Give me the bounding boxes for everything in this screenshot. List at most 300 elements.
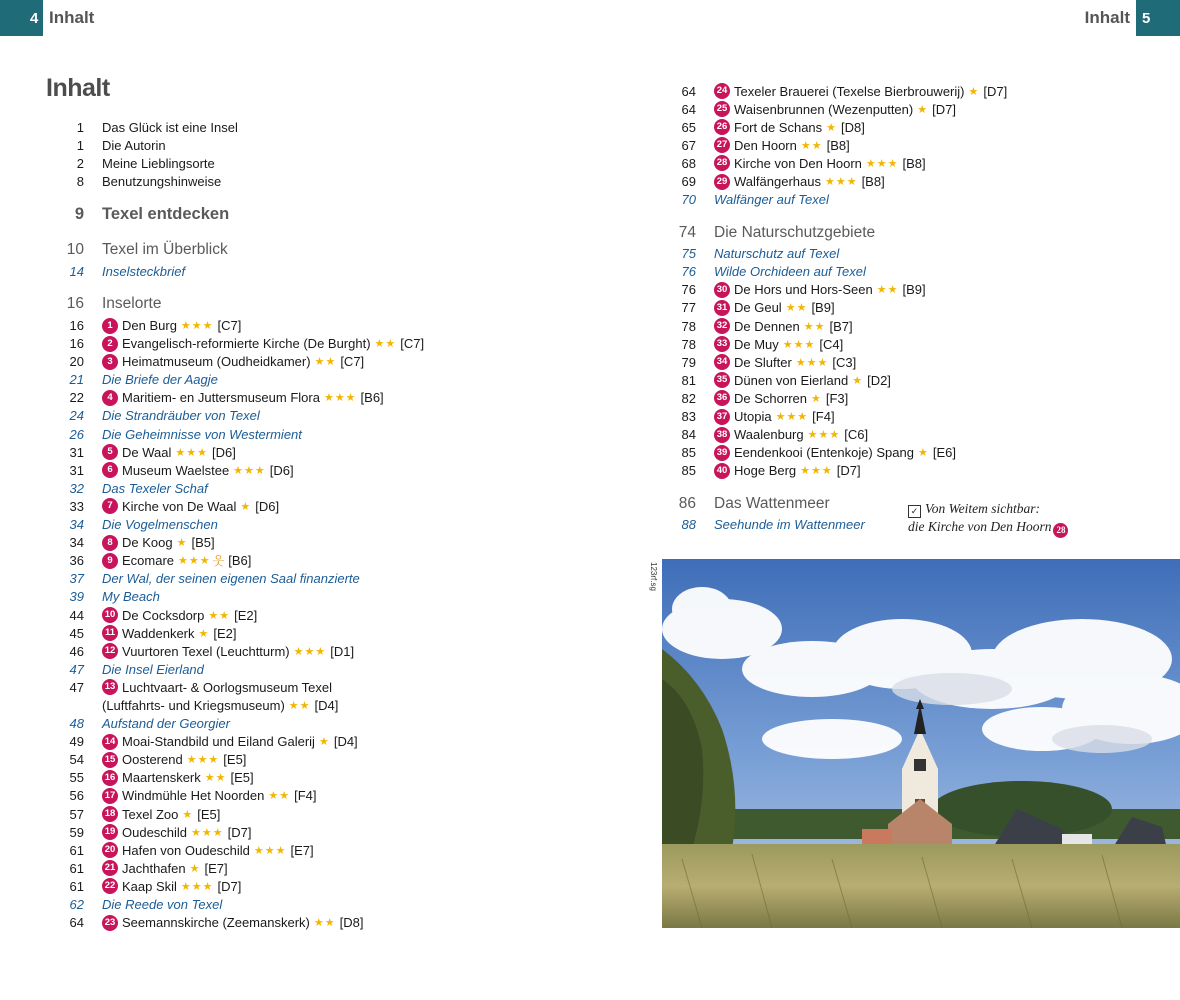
toc-entry-title: Waalenburg: [734, 427, 804, 443]
poi-number-badge: 3: [102, 354, 118, 370]
toc-entry-title: Moai-Standbild und Eiland Galerij: [122, 734, 315, 750]
toc-page-number: 22: [69, 390, 84, 406]
poi-number-badge: 32: [714, 318, 730, 334]
star-rating-icon: ★★★: [807, 429, 841, 442]
poi-number-badge: 11: [102, 625, 118, 641]
toc-page-number: 74: [678, 223, 696, 241]
toc-page-number: 57: [69, 806, 84, 822]
toc-entry: [50, 588, 610, 606]
toc-entry: [662, 82, 1162, 100]
star-rating-icon: ★★★: [180, 320, 214, 333]
toc-entry-title: Windmühle Het Noorden: [122, 788, 265, 804]
toc-entry-title: De Hors und Hors-Seen: [734, 282, 873, 298]
toc-entry-title: Waddenkerk: [122, 625, 195, 641]
toc-page-number: 78: [681, 336, 696, 352]
star-rating-icon: ★★★: [191, 826, 224, 839]
toc-entry-title: Die Naturschutzgebiete: [714, 223, 876, 241]
toc-entry-title: Texel im Überblick: [102, 241, 228, 259]
toc-page-number: 59: [69, 824, 84, 840]
poi-number-badge: 2: [102, 336, 118, 352]
toc-entry: [50, 570, 610, 588]
toc-entry-title: Evangelisch-reformierte Kirche (De Burght): [122, 336, 371, 352]
toc-entry: [50, 238, 610, 262]
poi-number-badge: 22: [102, 878, 118, 894]
poi-number-badge: 26: [714, 119, 730, 135]
star-rating-icon: ★★★: [178, 555, 211, 568]
star-rating-icon: ★★★: [782, 338, 816, 351]
toc-entry-title: Die Autorin: [102, 137, 166, 153]
child-friendly-icon: 웃: [212, 554, 225, 569]
map-grid-ref: [B9]: [811, 300, 835, 316]
toc-entry: [50, 202, 610, 226]
star-rating-icon: ★★: [785, 302, 808, 315]
map-grid-ref: [E5]: [197, 806, 221, 822]
page-title: Inhalt: [46, 74, 110, 102]
toc-entry-title: Ecomare: [122, 553, 175, 569]
poi-number-badge: 15: [102, 752, 118, 768]
toc-page-number: 77: [681, 300, 696, 316]
toc-entry-title: Naturschutz auf Texel: [714, 246, 840, 262]
star-rating-icon: ★: [318, 736, 330, 749]
star-rating-icon: ★★★: [795, 356, 829, 369]
toc-entry-title: Waisenbrunnen (Wezenputten): [734, 101, 914, 117]
left-page-header: [0, 0, 100, 36]
toc-page-number: 65: [681, 119, 696, 135]
toc-page-number: 45: [69, 625, 84, 641]
toc-entry: [50, 751, 610, 769]
poi-number-badge: 21: [102, 860, 118, 876]
toc-entry: [662, 100, 1162, 118]
toc-page-number: 44: [69, 607, 84, 623]
star-rating-icon: ★: [810, 392, 822, 405]
toc-entry: [662, 245, 1162, 263]
map-grid-ref: [B8]: [826, 137, 850, 153]
toc-entry-title: Das Wattenmeer: [714, 494, 830, 512]
toc-page-number: 1: [76, 119, 84, 135]
toc-page-number: 48: [69, 716, 84, 732]
toc-entry: [50, 154, 610, 172]
toc-entry: [50, 769, 610, 787]
toc-entry-title: Walfänger auf Texel: [714, 192, 829, 208]
toc-entry-title: Inselorte: [102, 295, 162, 313]
toc-page-number: 47: [69, 661, 84, 677]
toc-entry-title: Aufstand der Georgier: [102, 716, 230, 732]
toc-entry-title: Die Vogelmenschen: [102, 517, 218, 533]
star-rating-icon: ★★★: [180, 880, 214, 893]
star-rating-icon: ★★★: [233, 464, 266, 477]
poi-number-badge: 9: [102, 553, 118, 569]
toc-entry-title: Den Burg: [122, 318, 177, 334]
toc-entry-title: Das Texeler Schaf: [102, 480, 208, 496]
toc-page-number: 64: [681, 101, 696, 117]
toc-entry-title: Oosterend: [122, 752, 183, 768]
map-grid-ref: [E7]: [290, 842, 314, 858]
toc-entry: [662, 444, 1162, 462]
toc-page-number: 81: [681, 372, 696, 388]
toc-entry-title: Texel Zoo: [122, 806, 179, 822]
star-rating-icon: ★: [968, 85, 980, 98]
map-grid-ref: [C4]: [819, 336, 844, 352]
toc-page-number: 64: [69, 915, 84, 931]
map-grid-ref: [E2]: [234, 607, 258, 623]
map-grid-ref: [C7]: [340, 354, 365, 370]
poi-number-badge: 5: [102, 444, 118, 460]
right-header-label: Inhalt: [1084, 8, 1130, 27]
toc-entry-title: (Luftfahrts- und Kriegsmuseum): [102, 697, 285, 713]
toc-entry-title: Maartenskerk: [122, 770, 201, 786]
toc-entry-title: De Slufter: [734, 354, 792, 370]
star-rating-icon: ★★★: [253, 844, 287, 857]
toc-page-number: 64: [681, 83, 696, 99]
toc-entry: [50, 877, 610, 895]
star-rating-icon: ★: [240, 500, 252, 513]
toc-entry-title: Walfängerhaus: [734, 174, 821, 190]
map-grid-ref: [D8]: [339, 915, 364, 931]
toc-entry: [662, 136, 1162, 154]
toc-entry-title: Seehunde im Wattenmeer: [714, 517, 865, 533]
poi-number-badge: 24: [714, 83, 730, 99]
toc-entry-title: Die Briefe der Aagje: [102, 372, 218, 388]
toc-page-number: 61: [69, 860, 84, 876]
checkbox-icon: ✓: [908, 505, 921, 518]
toc-page-number: 39: [69, 589, 84, 605]
toc-entry: [50, 733, 610, 751]
poi-number-badge: 6: [102, 462, 118, 478]
toc-entry: [50, 516, 610, 534]
map-grid-ref: [F3]: [825, 390, 849, 406]
toc-page-number: 76: [681, 282, 696, 298]
toc-entry: [662, 118, 1162, 136]
church-photo: [662, 559, 1180, 928]
toc-page-number: 85: [681, 445, 696, 461]
toc-entry: [662, 191, 1162, 209]
toc-entry-title: My Beach: [102, 589, 160, 605]
toc-page-number: 1: [76, 137, 84, 153]
star-rating-icon: ★: [917, 447, 929, 460]
star-rating-icon: ★★★: [800, 465, 833, 478]
toc-entry: [50, 292, 610, 316]
map-grid-ref: [D2]: [867, 372, 891, 388]
toc-entry: [50, 136, 610, 154]
poi-number-badge: 25: [714, 101, 730, 117]
map-grid-ref: [B6]: [360, 390, 384, 406]
toc-page-number: 69: [681, 174, 696, 190]
right-page-header: [1079, 0, 1180, 36]
toc-left-column: [50, 118, 610, 932]
toc-entry-title: De Koog: [122, 535, 173, 551]
caption-badge: 28: [1053, 523, 1068, 538]
toc-page-number: 24: [69, 408, 84, 424]
toc-page-number: 34: [69, 517, 84, 533]
poi-number-badge: 7: [102, 498, 118, 514]
toc-entry: [50, 552, 610, 570]
toc-page-number: 14: [69, 263, 84, 279]
toc-entry: [50, 715, 610, 733]
toc-entry: [50, 353, 610, 371]
toc-page-number: 75: [681, 246, 696, 262]
map-grid-ref: [D4]: [314, 697, 339, 713]
toc-entry-title: Wilde Orchideen auf Texel: [714, 264, 866, 280]
map-grid-ref: [C3]: [832, 354, 857, 370]
toc-page-number: 68: [681, 155, 696, 171]
toc-entry-title: Der Wal, der seinen eigenen Saal finanzierte: [102, 571, 360, 587]
toc-entry-title: Museum Waelstee: [122, 462, 230, 478]
toc-entry-title: Heimatmuseum (Oudheidkamer): [122, 354, 311, 370]
star-rating-icon: ★: [182, 808, 194, 821]
toc-entry: [50, 805, 610, 823]
toc-entry-title: Seemannskirche (Zeemanskerk): [122, 915, 310, 931]
toc-entry-title: Die Geheimnisse von Westermient: [102, 426, 302, 442]
toc-page-number: 20: [69, 354, 84, 370]
toc-page-number: 49: [69, 734, 84, 750]
toc-page-number: 56: [69, 788, 84, 804]
toc-page-number: 67: [681, 137, 696, 153]
poi-number-badge: 13: [102, 679, 118, 695]
toc-entry: [50, 262, 610, 280]
star-rating-icon: ★: [852, 374, 864, 387]
toc-entry-title: Luchtvaart- & Oorlogsmuseum Texel: [122, 679, 333, 695]
toc-page-number: 79: [681, 354, 696, 370]
star-rating-icon: ★★★: [323, 392, 357, 405]
toc-entry-title: Texel entdecken: [102, 204, 230, 223]
star-rating-icon: ★★★: [293, 645, 327, 658]
toc-entry-title: Oudeschild: [122, 824, 188, 840]
map-grid-ref: [E7]: [204, 860, 228, 876]
toc-entry: [50, 407, 610, 425]
poi-number-badge: 40: [714, 463, 730, 479]
map-grid-ref: [D7]: [836, 463, 861, 479]
toc-entry-title: De Schorren: [734, 390, 807, 406]
poi-number-badge: 31: [714, 300, 730, 316]
toc-entry-title: Fort de Schans: [734, 119, 823, 135]
toc-entry-title: Utopia: [734, 409, 772, 425]
star-rating-icon: ★★: [313, 917, 336, 930]
map-grid-ref: [B7]: [829, 318, 853, 334]
map-grid-ref: [B8]: [902, 155, 926, 171]
toc-entry: [50, 371, 610, 389]
map-grid-ref: [E2]: [213, 625, 237, 641]
map-grid-ref: [B5]: [191, 535, 215, 551]
toc-page-number: 88: [681, 517, 696, 533]
star-rating-icon: ★: [198, 627, 210, 640]
toc-entry: [50, 118, 610, 136]
star-rating-icon: ★★: [268, 790, 291, 803]
caption-line-1: Von Weitem sichtbar:: [925, 501, 1040, 516]
star-rating-icon: ★★: [803, 320, 826, 333]
poi-number-badge: 20: [102, 842, 118, 858]
toc-entry: [662, 299, 1162, 317]
star-rating-icon: ★★: [314, 356, 337, 369]
poi-number-badge: 30: [714, 282, 730, 298]
toc-page-number: 47: [69, 679, 84, 695]
toc-page-number: 31: [69, 444, 84, 460]
toc-entry: [662, 317, 1162, 335]
poi-number-badge: 28: [714, 155, 730, 171]
toc-entry: [50, 696, 610, 714]
map-grid-ref: [D7]: [227, 824, 252, 840]
map-grid-ref: [C7]: [400, 336, 425, 352]
toc-page-number: 86: [678, 494, 696, 512]
toc-entry: [50, 425, 610, 443]
poi-number-badge: 27: [714, 137, 730, 153]
toc-entry: [50, 823, 610, 841]
map-grid-ref: [D1]: [330, 643, 355, 659]
toc-page-number: 78: [681, 318, 696, 334]
toc-entry: [50, 787, 610, 805]
poi-number-badge: 19: [102, 824, 118, 840]
map-grid-ref: [B6]: [228, 553, 252, 569]
toc-entry: [50, 678, 610, 696]
poi-number-badge: 23: [102, 915, 118, 931]
map-grid-ref: [E5]: [230, 770, 254, 786]
toc-entry: [662, 154, 1162, 172]
star-rating-icon: ★★: [204, 772, 227, 785]
poi-number-badge: 17: [102, 788, 118, 804]
map-grid-ref: [D4]: [333, 734, 358, 750]
toc-page-number: 8: [76, 173, 84, 189]
star-rating-icon: ★: [917, 103, 929, 116]
toc-page-number: 33: [69, 498, 84, 514]
star-rating-icon: ★: [826, 121, 838, 134]
toc-entry-title: Die Insel Eierland: [102, 661, 204, 677]
map-grid-ref: [F4]: [812, 409, 835, 425]
toc-entry: [50, 443, 610, 461]
toc-entry: [50, 534, 610, 552]
toc-right-column: [662, 82, 1162, 534]
toc-page-number: 61: [69, 878, 84, 894]
toc-entry: [50, 895, 610, 913]
poi-number-badge: 34: [714, 354, 730, 370]
poi-number-badge: 1: [102, 318, 118, 334]
toc-page-number: 83: [681, 409, 696, 425]
toc-entry: [50, 624, 610, 642]
toc-page-number: 10: [66, 241, 84, 259]
toc-entry: [662, 462, 1162, 480]
toc-entry-title: Dünen von Eierland: [734, 372, 849, 388]
star-rating-icon: ★★★: [186, 754, 220, 767]
poi-number-badge: 36: [714, 390, 730, 406]
toc-entry-title: Das Glück ist eine Insel: [102, 119, 238, 135]
photo-caption: [908, 500, 1068, 538]
star-rating-icon: ★★★: [775, 411, 809, 424]
toc-entry: [662, 221, 1162, 245]
toc-page-number: 16: [66, 295, 84, 313]
poi-number-badge: 16: [102, 770, 118, 786]
toc-entry-title: Meine Lieblingsorte: [102, 155, 215, 171]
left-page-number: 4: [0, 0, 43, 36]
toc-entry: [662, 263, 1162, 281]
poi-number-badge: 39: [714, 445, 730, 461]
toc-page-number: 9: [74, 204, 84, 223]
star-rating-icon: ★★: [800, 139, 823, 152]
map-grid-ref: [B9]: [902, 282, 926, 298]
toc-page-number: 82: [681, 390, 696, 406]
map-grid-ref: [C7]: [217, 318, 242, 334]
toc-entry-title: Inselsteckbrief: [102, 263, 186, 279]
toc-entry: [50, 389, 610, 407]
toc-entry-title: De Geul: [734, 300, 782, 316]
toc-page-number: 46: [69, 643, 84, 659]
poi-number-badge: 8: [102, 535, 118, 551]
toc-entry: [50, 479, 610, 497]
toc-page-number: 31: [69, 462, 84, 478]
toc-page-number: 84: [681, 427, 696, 443]
caption-line-2: die Kirche von Den Hoorn: [908, 519, 1052, 534]
poi-number-badge: 38: [714, 427, 730, 443]
toc-entry: [662, 335, 1162, 353]
poi-number-badge: 35: [714, 372, 730, 388]
toc-entry: [50, 172, 610, 190]
map-grid-ref: [E5]: [223, 752, 247, 768]
toc-entry-title: Die Reede von Texel: [102, 897, 223, 913]
toc-entry: [50, 461, 610, 479]
right-page-number: 5: [1136, 0, 1180, 36]
toc-page-number: 85: [681, 463, 696, 479]
map-grid-ref: [F4]: [294, 788, 317, 804]
map-grid-ref: [B8]: [861, 174, 885, 190]
star-rating-icon: ★★: [876, 284, 899, 297]
toc-entry-title: Texeler Brauerei (Texelse Bierbrouwerij): [734, 83, 965, 99]
star-rating-icon: ★★: [208, 609, 231, 622]
map-grid-ref: [D8]: [841, 119, 865, 135]
map-grid-ref: [E6]: [932, 445, 956, 461]
toc-entry: [662, 408, 1162, 426]
map-grid-ref: [D7]: [217, 878, 242, 894]
toc-entry: [50, 914, 610, 932]
toc-page-number: 62: [69, 897, 84, 913]
map-grid-ref: [D7]: [932, 101, 956, 117]
toc-entry-title: Eendenkooi (Entenkoje) Spang: [734, 445, 914, 461]
toc-entry-title: Kirche von Den Hoorn: [734, 155, 862, 171]
toc-page-number: 34: [69, 535, 84, 551]
toc-entry: [50, 841, 610, 859]
left-header-label: Inhalt: [49, 8, 95, 27]
toc-page-number: 21: [69, 372, 84, 388]
toc-page-number: 55: [69, 770, 84, 786]
toc-entry-title: Maritiem- en Juttersmuseum Flora: [122, 390, 320, 406]
toc-entry-title: Den Hoorn: [734, 137, 797, 153]
toc-entry: [50, 859, 610, 877]
poi-number-badge: 33: [714, 336, 730, 352]
toc-entry-title: De Dennen: [734, 318, 800, 334]
toc-entry: [662, 281, 1162, 299]
poi-number-badge: 37: [714, 409, 730, 425]
toc-page-number: 70: [681, 192, 696, 208]
map-grid-ref: [D7]: [983, 83, 1008, 99]
toc-entry: [50, 335, 610, 353]
map-grid-ref: [C6]: [844, 427, 869, 443]
toc-entry: [50, 497, 610, 515]
poi-number-badge: 12: [102, 643, 118, 659]
toc-entry: [50, 606, 610, 624]
toc-page-number: 16: [69, 318, 84, 334]
toc-page-number: 37: [69, 571, 84, 587]
toc-entry: [50, 642, 610, 660]
photo-credit: 123rf.sg: [649, 562, 658, 591]
star-rating-icon: ★: [189, 862, 201, 875]
star-rating-icon: ★★: [288, 699, 311, 712]
toc-entry: [662, 172, 1162, 190]
star-rating-icon: ★: [176, 537, 188, 550]
toc-entry: [50, 316, 610, 334]
toc-page-number: 76: [681, 264, 696, 280]
toc-entry: [662, 353, 1162, 371]
toc-entry-title: Vuurtoren Texel (Leuchtturm): [122, 643, 290, 659]
star-rating-icon: ★★: [374, 338, 397, 351]
poi-number-badge: 10: [102, 607, 118, 623]
toc-page-number: 54: [69, 752, 84, 768]
toc-page-number: 2: [76, 155, 84, 171]
